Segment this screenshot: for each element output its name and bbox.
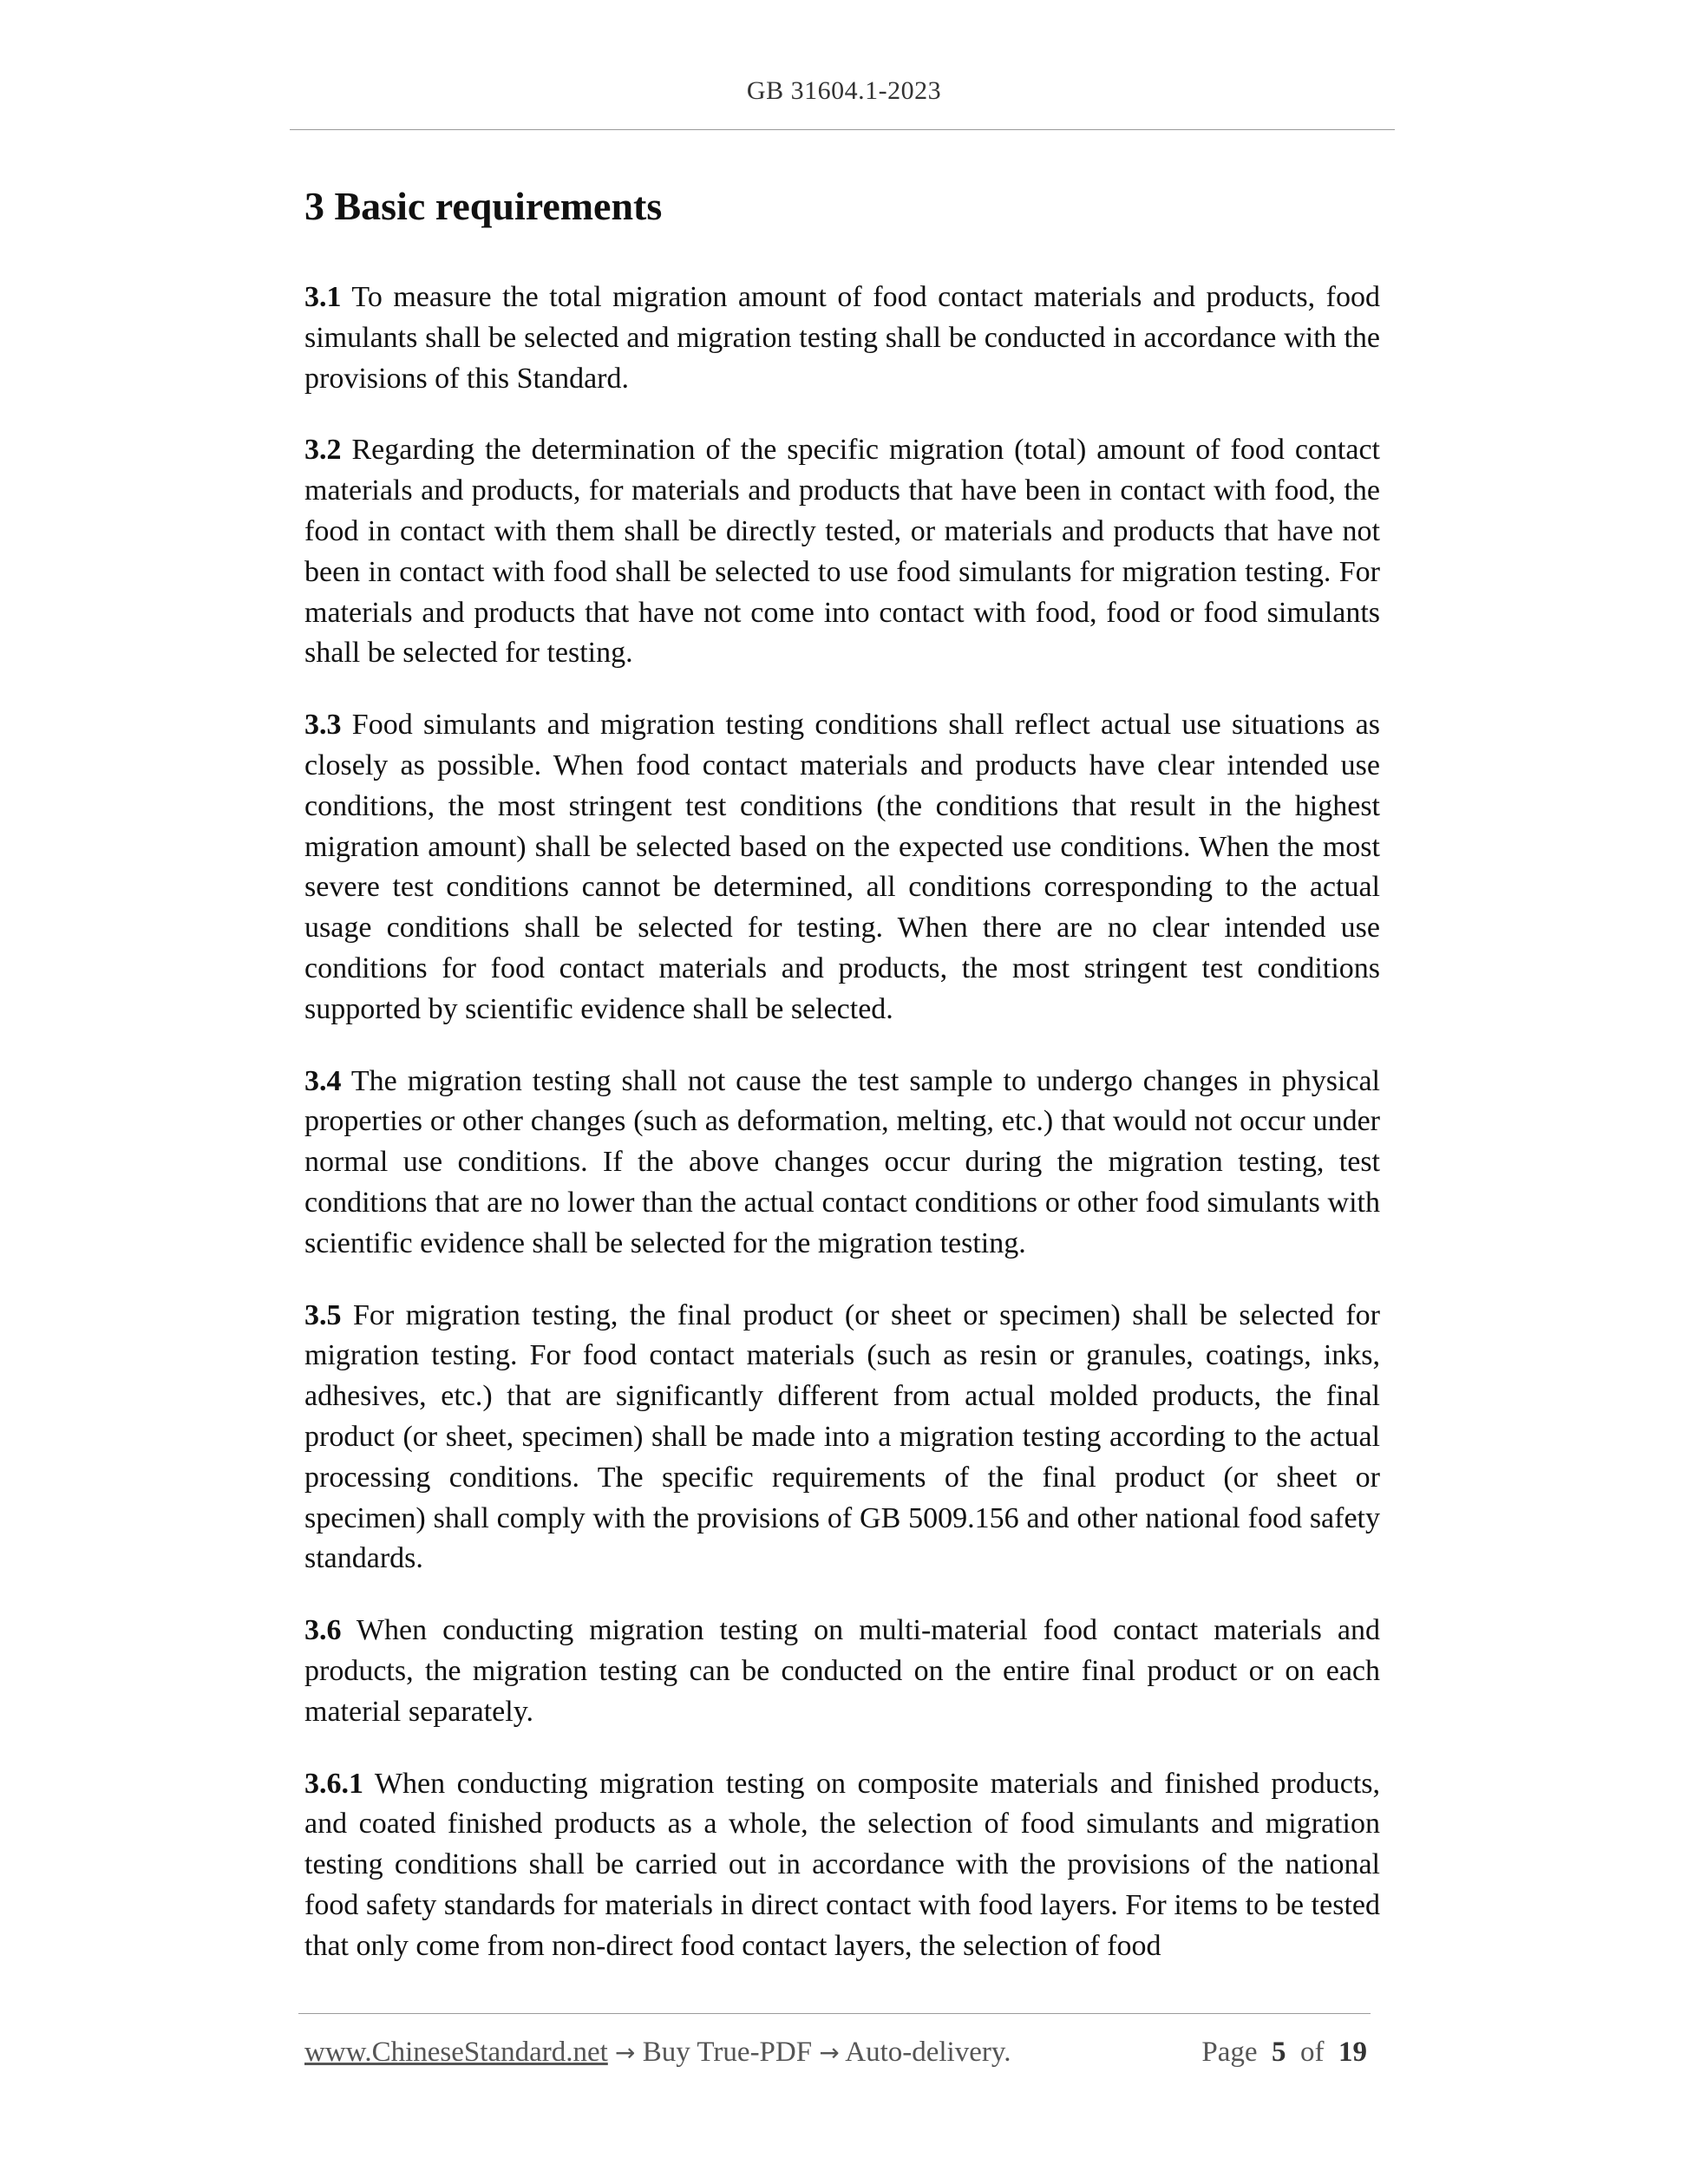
clause-number: 3.6 xyxy=(304,1614,342,1647)
clause-3-4 xyxy=(304,1062,1380,1265)
total-pages-number: 19 xyxy=(1338,2037,1367,2068)
clause-number: 3.2 xyxy=(304,434,342,467)
clause-3-3 xyxy=(304,705,1380,1030)
clause-text: When conducting migration testing on multi-material food contact materials and products, the migration testing can be conducted on the entire final product or on each material separately. xyxy=(304,1614,1380,1728)
page-indicator xyxy=(1201,2037,1367,2069)
clause-3-6-1 xyxy=(304,1764,1380,1967)
clause-text: Food simulants and migration testing conditions shall reflect actual use situations as closely as possible. When food contact materials and products have clear intended use conditions, the most stringent test conditions (the conditions that result in the highest migration amount) shall be selected based on the expected use conditions. When the most severe test conditions cannot be determined, all conditions corresponding to the actual usage conditions shall be selected for testing. When there are no clear intended use conditions for food contact materials and products, the most stringent test conditions supported by scientific evidence shall be selected. xyxy=(304,709,1380,1025)
clause-number: 3.6.1 xyxy=(304,1767,363,1800)
footer-divider xyxy=(298,2013,1371,2014)
running-header: GB 31604.1-2023 xyxy=(746,76,942,105)
footer-promo xyxy=(304,2037,1011,2069)
buy-text: Buy True-PDF xyxy=(642,2037,813,2068)
delivery-text: Auto-delivery. xyxy=(845,2037,1011,2068)
site-link[interactable]: www.ChineseStandard.net xyxy=(304,2037,608,2068)
arrow-right-icon: → xyxy=(819,2038,840,2067)
clause-text: The migration testing shall not cause the test sample to undergo changes in physical properties or other changes (such as deformation, melting, etc.) that would not occur under normal use conditions. If the above changes occur during the migration testing, test conditions that are no lower than the actual contact conditions or other food simulants with scientific evidence shall be selected for the migration testing. xyxy=(304,1064,1380,1259)
section-title: 3 Basic requirements xyxy=(304,184,663,228)
header-divider xyxy=(290,129,1395,130)
clause-text: For migration testing, the final product (or sheet or specimen) shall be selected for migration testing. For food contact materials (such as resin or granules, coatings, inks, adhesives, etc.) that are significantly different from actual molded products, the final product (or sheet, specimen) shall be made into a migration testing according to the actual processing conditions. The specific requirements of the final product (or sheet or specimen) shall comply with the provisions of GB 5009.156 and other national food safety standards. xyxy=(304,1298,1381,1575)
clause-text: To measure the total migration amount of food contact materials and products, food simulants shall be selected and migration testing shall be conducted in accordance with the provisions of this Standard. xyxy=(304,281,1380,395)
clause-number: 3.3 xyxy=(304,709,342,742)
clause-3-1 xyxy=(304,278,1380,399)
current-page-number: 5 xyxy=(1272,2037,1286,2068)
clause-text: Regarding the determination of the specific migration (total) amount of food contact materials and products, for materials and products that have been in contact with food, the food in contact with them shall be directly tested, or materials and products that have not been in contact with food shall be selected to use food simulants for migration testing. For materials and products that have not come into contact with food, food or food simulants shall be selected for testing. xyxy=(304,434,1381,670)
page-label: Page xyxy=(1201,2037,1258,2068)
clause-number: 3.1 xyxy=(304,281,342,313)
clause-3-6 xyxy=(304,1611,1380,1732)
of-label: of xyxy=(1300,2037,1325,2068)
clause-3-5 xyxy=(304,1296,1380,1580)
clause-3-2 xyxy=(304,430,1380,674)
clause-text: When conducting migration testing on composite materials and finished products, and coated finished products as a whole, the selection of food simulants and migration testing conditions shall be carried out in accordance with the provisions of the national food safety standards for materials in direct contact with food layers. For items to be tested that only come from non-direct food contact layers, the selection of food xyxy=(304,1767,1381,1962)
clause-number: 3.4 xyxy=(304,1064,342,1097)
arrow-right-icon: → xyxy=(615,2038,636,2067)
page-content xyxy=(304,180,1380,1998)
clause-number: 3.5 xyxy=(304,1298,342,1331)
